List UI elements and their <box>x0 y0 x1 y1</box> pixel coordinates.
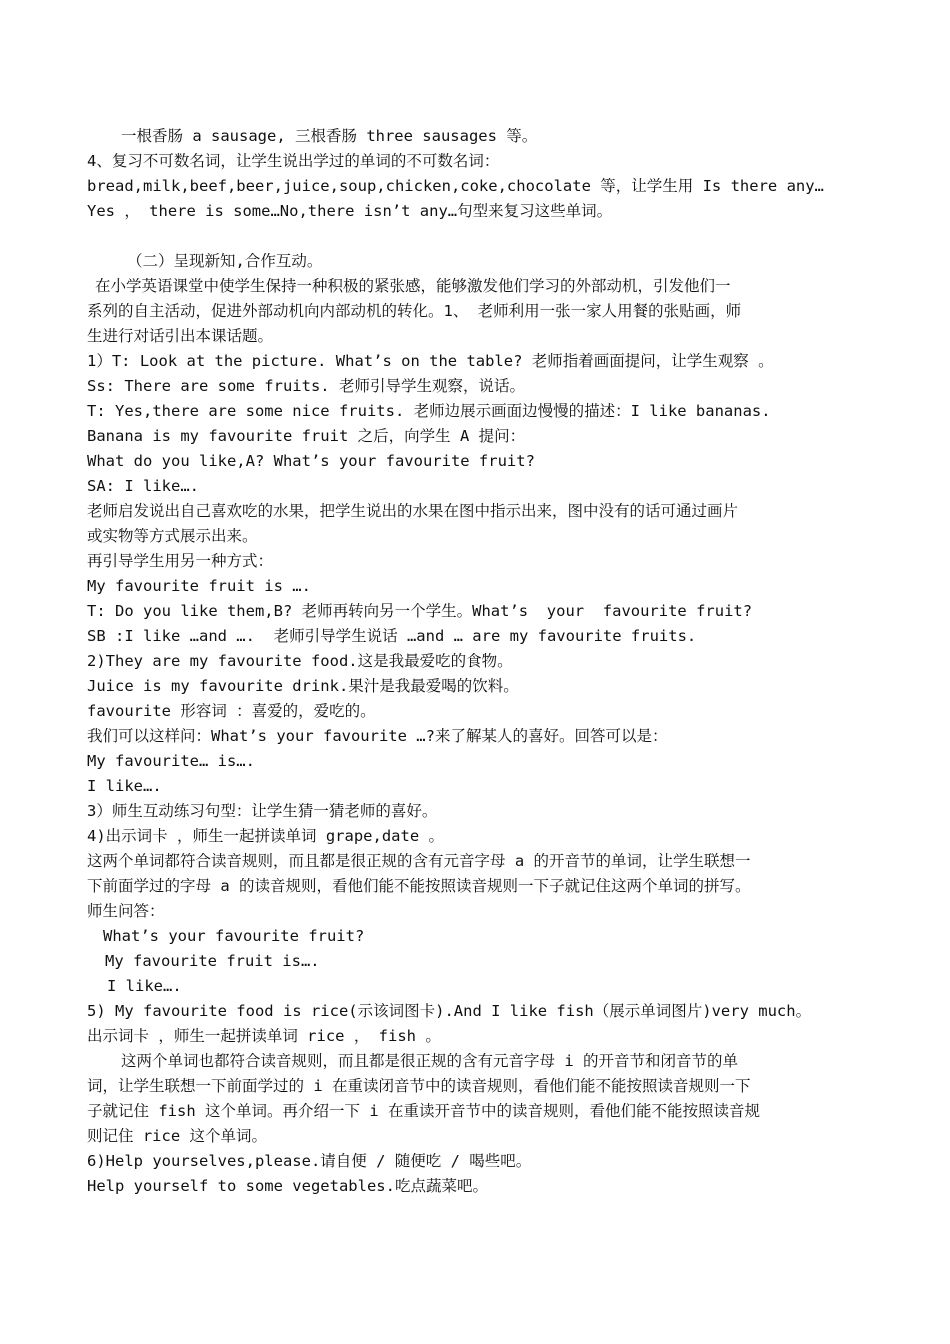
text-line: 这两个单词都符合读音规则，而且都是很正规的含有元音字母 a 的开音节的单词，让学生联想一 <box>87 852 751 870</box>
text-line: 3）师生互动练习句型：让学生猜一猜老师的喜好。 <box>87 802 438 820</box>
text-line: Juice is my favourite drink.果汁是我最爱喝的饮料。 <box>87 677 519 695</box>
text-line: 5) My favourite food is rice(示该词图卡).And I like fish（展示单词图片)very much。 <box>87 1002 812 1020</box>
text-line: 老师启发说出自己喜欢吃的水果，把学生说出的水果在图中指示出来，图中没有的话可通过画片 <box>87 502 739 520</box>
text-line: SA: I like…. <box>87 477 199 495</box>
text-line: Help yourself to some vegetables.吃点蔬菜吧。 <box>87 1177 488 1195</box>
text-line: 子就记住 fish 这个单词。再介绍一下 i 在重读开音节中的读音规则，看他们能不能按照读音规 <box>87 1102 760 1120</box>
text-line: My favourite fruit is…. <box>105 952 320 970</box>
text-line: My favourite… is…. <box>87 752 255 770</box>
text-line: 或实物等方式展示出来。 <box>87 527 258 545</box>
text-line: 出示词卡 ，师生一起拼读单词 rice ， fish 。 <box>87 1027 441 1045</box>
text-line: 在小学英语课堂中使学生保持一种积极的紧张感，能够激发他们学习的外部动机，引发他们一 <box>95 277 731 295</box>
text-line: 生进行对话引出本课话题。 <box>87 327 274 345</box>
text-line: SB :I like …and …. 老师引导学生说话 …and … are my favourite fruits. <box>87 627 697 645</box>
text-line: Ss: There are some fruits. 老师引导学生观察，说话。 <box>87 377 525 395</box>
text-line: 6)Help yourselves,please.请自便 / 随便吃 / 喝些吧。 <box>87 1152 532 1170</box>
text-line: 4)出示词卡 ，师生一起拼读单词 grape,date 。 <box>87 827 444 845</box>
text-line: 下前面学过的字母 a 的读音规则，看他们能不能按照读音规则一下子就记住这两个单词的拼写。 <box>87 877 751 895</box>
text-line: My favourite fruit is …. <box>87 577 311 595</box>
text-line: 再引导学生用另一种方式： <box>87 552 274 570</box>
text-line: 词，让学生联想一下前面学过的 i 在重读闭音节中的读音规则，看他们能不能按照读音规则一下 <box>87 1077 751 1095</box>
text-line: I like…. <box>87 777 162 795</box>
text-line: favourite 形容词 ：喜爱的，爱吃的。 <box>87 702 376 720</box>
text-line: bread,milk,beef,beer,juice,soup,chicken,coke,chocolate 等，让学生用 Is there any… <box>87 177 824 195</box>
text-line: 师生问答： <box>87 902 165 920</box>
text-line: 一根香肠 a sausage, 三根香肠 three sausages 等。 <box>121 127 538 145</box>
text-line: 4、复习不可数名词，让学生说出学过的单词的不可数名词： <box>87 152 500 170</box>
text-line: I like…. <box>107 977 182 995</box>
text-line: 系列的自主活动，促进外部动机向内部动机的转化。1、 老师利用一张一家人用餐的张贴画，师 <box>87 302 742 320</box>
text-line: 这两个单词也都符合读音规则，而且都是很正规的含有元音字母 i 的开音节和闭音节的单 <box>121 1052 738 1070</box>
text-line: Yes ， there is some…No,there isn’t any…句型来复习这些单词。 <box>87 202 613 220</box>
blank-line <box>87 224 882 249</box>
text-line: 我们可以这样问：What’s your favourite …?来了解某人的喜好。回答可以是： <box>87 727 668 745</box>
text-line: Banana is my favourite fruit 之后，向学生 A 提问： <box>87 427 526 445</box>
text-line: What’s your favourite fruit? <box>103 927 365 945</box>
section-heading: （二）呈现新知,合作互动。 <box>127 252 323 270</box>
text-line: 2)They are my favourite food.这是我最爱吃的食物。 <box>87 652 513 670</box>
text-line: 1）T: Look at the picture. What’s on the table? 老师指着画面提问，让学生观察 。 <box>87 352 774 370</box>
text-line: T: Do you like them,B? 老师再转向另一个学生。What’s your favourite fruit? <box>87 602 753 620</box>
text-line: T: Yes,there are some nice fruits. 老师边展示画面边慢慢的描述：I like bananas. <box>87 402 771 420</box>
document-body <box>87 124 882 1199</box>
text-line: 则记住 rice 这个单词。 <box>87 1127 267 1145</box>
text-line: What do you like,A? What’s your favourite fruit? <box>87 452 535 470</box>
